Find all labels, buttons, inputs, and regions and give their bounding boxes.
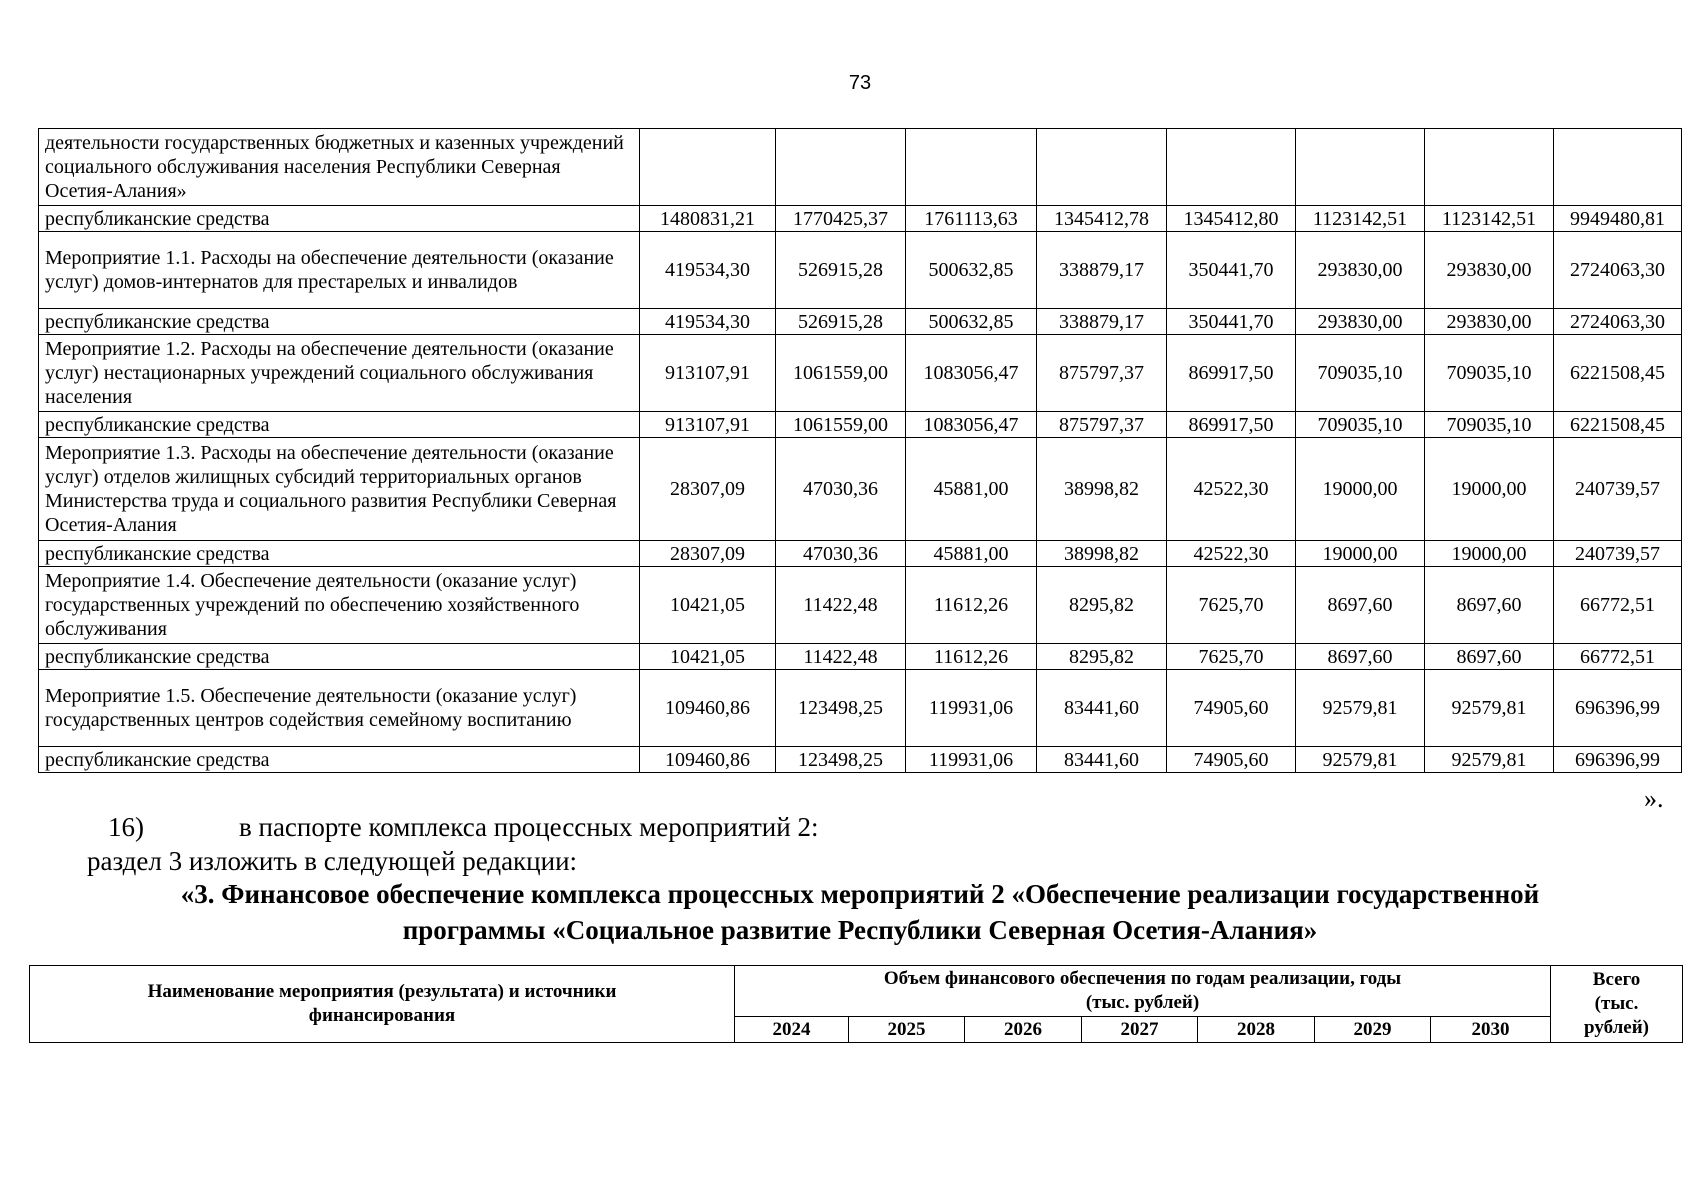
- value-cell: 526915,28: [776, 232, 906, 309]
- paragraph-number: 16): [108, 812, 144, 842]
- value-cell: 1083056,47: [906, 335, 1037, 412]
- value-cell: 2724063,30: [1554, 309, 1682, 335]
- value-cell: 1480831,21: [640, 206, 776, 232]
- value-cell: 42522,30: [1167, 438, 1296, 541]
- value-cell: 92579,81: [1296, 670, 1425, 747]
- value-cell: 10421,05: [640, 567, 776, 644]
- value-cell: 7625,70: [1167, 644, 1296, 670]
- value-cell: 8295,82: [1037, 644, 1167, 670]
- row-label: республиканские средства: [39, 644, 640, 670]
- funding-header-table: [29, 965, 1683, 1043]
- table-row: [39, 309, 1682, 335]
- value-cell: 500632,85: [906, 232, 1037, 309]
- section-heading: [120, 876, 1600, 948]
- value-cell: 109460,86: [640, 747, 776, 773]
- value-cell: 83441,60: [1037, 670, 1167, 747]
- value-cell: [906, 129, 1037, 206]
- value-cell: 913107,91: [640, 335, 776, 412]
- value-cell: 500632,85: [906, 309, 1037, 335]
- value-cell: [640, 129, 776, 206]
- value-cell: 419534,30: [640, 309, 776, 335]
- value-cell: 38998,82: [1037, 438, 1167, 541]
- row-label: Мероприятие 1.3. Расходы на обеспечение деятельности (оказание услуг) отделов жилищных субсидий территориальных органов Министерства труда и социального развития Республики Северная Осетия-Алания: [39, 438, 640, 541]
- value-cell: 74905,60: [1167, 747, 1296, 773]
- paragraph-16: [108, 812, 818, 843]
- value-cell: 240739,57: [1554, 541, 1682, 567]
- value-cell: 1061559,00: [776, 412, 906, 438]
- table-row: [39, 438, 1682, 541]
- page-number: 73: [848, 72, 872, 94]
- value-cell: 8697,60: [1296, 567, 1425, 644]
- value-cell: 119931,06: [906, 747, 1037, 773]
- value-cell: 19000,00: [1296, 438, 1425, 541]
- value-cell: 1061559,00: [776, 335, 906, 412]
- value-cell: 293830,00: [1296, 309, 1425, 335]
- value-cell: 1123142,51: [1296, 206, 1425, 232]
- value-cell: [1037, 129, 1167, 206]
- value-cell: 7625,70: [1167, 567, 1296, 644]
- value-cell: 2724063,30: [1554, 232, 1682, 309]
- value-cell: 66772,51: [1554, 644, 1682, 670]
- value-cell: 123498,25: [776, 747, 906, 773]
- value-cell: 10421,05: [640, 644, 776, 670]
- value-cell: 109460,86: [640, 670, 776, 747]
- section-heading-line-1: «3. Финансовое обеспечение комплекса процессных мероприятий 2 «Обеспечение реализации государственной: [180, 879, 1540, 909]
- value-cell: 526915,28: [776, 309, 906, 335]
- table-row: [39, 644, 1682, 670]
- value-cell: 875797,37: [1037, 335, 1167, 412]
- value-cell: 45881,00: [906, 438, 1037, 541]
- year-header: 2030: [1431, 1017, 1551, 1043]
- value-cell: 47030,36: [776, 438, 906, 541]
- paragraph-text: в паспорте комплекса процессных мероприятий 2:: [239, 812, 819, 842]
- value-cell: 419534,30: [640, 232, 776, 309]
- value-cell: 1345412,80: [1167, 206, 1296, 232]
- value-cell: 6221508,45: [1554, 412, 1682, 438]
- value-cell: 66772,51: [1554, 567, 1682, 644]
- value-cell: 1770425,37: [776, 206, 906, 232]
- section-heading-line-2: программы «Социальное развитие Республики Северная Осетия-Алания»: [402, 915, 1318, 945]
- value-cell: 709035,10: [1425, 335, 1554, 412]
- value-cell: 123498,25: [776, 670, 906, 747]
- value-cell: 8697,60: [1425, 567, 1554, 644]
- row-label: Мероприятие 1.1. Расходы на обеспечение деятельности (оказание услуг) домов-интернатов для престарелых и инвалидов: [39, 232, 640, 309]
- volume-header-line-2: (тыс. рублей): [1085, 992, 1200, 1013]
- table-row: [39, 412, 1682, 438]
- year-header: 2025: [849, 1017, 965, 1043]
- value-cell: 9949480,81: [1554, 206, 1682, 232]
- row-label: Мероприятие 1.2. Расходы на обеспечение деятельности (оказание услуг) нестационарных учреждений социального обслуживания населения: [39, 335, 640, 412]
- value-cell: 8697,60: [1425, 644, 1554, 670]
- value-cell: 338879,17: [1037, 232, 1167, 309]
- row-label: республиканские средства: [39, 412, 640, 438]
- value-cell: 42522,30: [1167, 541, 1296, 567]
- value-cell: 11422,48: [776, 644, 906, 670]
- row-label: Мероприятие 1.5. Обеспечение деятельности (оказание услуг) государственных центров содействия семейному воспитанию: [39, 670, 640, 747]
- row-label: республиканские средства: [39, 747, 640, 773]
- value-cell: 1761113,63: [906, 206, 1037, 232]
- row-label: деятельности государственных бюджетных и казенных учреждений социального обслуживания населения Республики Северная Осетия-Алания»: [39, 129, 640, 206]
- value-cell: 28307,09: [640, 541, 776, 567]
- year-header: 2029: [1315, 1017, 1431, 1043]
- volume-header: [735, 966, 1551, 1017]
- table-row: [39, 567, 1682, 644]
- value-cell: 6221508,45: [1554, 335, 1682, 412]
- value-cell: 8295,82: [1037, 567, 1167, 644]
- value-cell: 350441,70: [1167, 309, 1296, 335]
- year-header: 2026: [965, 1017, 1082, 1043]
- value-cell: 92579,81: [1425, 747, 1554, 773]
- value-cell: 47030,36: [776, 541, 906, 567]
- table-row: [39, 129, 1682, 206]
- year-header: 2024: [735, 1017, 849, 1043]
- value-cell: [1554, 129, 1682, 206]
- value-cell: 28307,09: [640, 438, 776, 541]
- volume-header-line-1: Объем финансового обеспечения по годам реализации, годы: [883, 968, 1402, 989]
- year-header: 2028: [1198, 1017, 1315, 1043]
- value-cell: 19000,00: [1296, 541, 1425, 567]
- value-cell: 696396,99: [1554, 670, 1682, 747]
- value-cell: 338879,17: [1037, 309, 1167, 335]
- closing-quote: ».: [1644, 784, 1664, 813]
- paragraph-section-3: раздел 3 изложить в следующей редакции:: [87, 846, 578, 876]
- table-row: [39, 335, 1682, 412]
- value-cell: 869917,50: [1167, 412, 1296, 438]
- value-cell: 1123142,51: [1425, 206, 1554, 232]
- value-cell: 119931,06: [906, 670, 1037, 747]
- value-cell: [1167, 129, 1296, 206]
- value-cell: 875797,37: [1037, 412, 1167, 438]
- row-label: республиканские средства: [39, 309, 640, 335]
- value-cell: 1345412,78: [1037, 206, 1167, 232]
- value-cell: 240739,57: [1554, 438, 1682, 541]
- value-cell: 19000,00: [1425, 541, 1554, 567]
- value-cell: [1296, 129, 1425, 206]
- value-cell: 11422,48: [776, 567, 906, 644]
- value-cell: 293830,00: [1425, 232, 1554, 309]
- table-row: [39, 747, 1682, 773]
- table-row: [39, 541, 1682, 567]
- value-cell: 869917,50: [1167, 335, 1296, 412]
- value-cell: 709035,10: [1296, 412, 1425, 438]
- value-cell: [776, 129, 906, 206]
- value-cell: 11612,26: [906, 644, 1037, 670]
- value-cell: 709035,10: [1296, 335, 1425, 412]
- value-cell: 45881,00: [906, 541, 1037, 567]
- total-header: Всего (тыс. рублей): [1551, 966, 1683, 1043]
- table-row: [39, 206, 1682, 232]
- row-label: Мероприятие 1.4. Обеспечение деятельности (оказание услуг) государственных учреждений по обеспечению хозяйственного обслуживания: [39, 567, 640, 644]
- value-cell: 11612,26: [906, 567, 1037, 644]
- value-cell: 709035,10: [1425, 412, 1554, 438]
- table-row: [39, 232, 1682, 309]
- value-cell: 74905,60: [1167, 670, 1296, 747]
- value-cell: 19000,00: [1425, 438, 1554, 541]
- name-source-header: Наименование мероприятия (результата) и источники финансирования: [30, 966, 735, 1043]
- value-cell: 8697,60: [1296, 644, 1425, 670]
- funding-table: [38, 128, 1682, 773]
- value-cell: 38998,82: [1037, 541, 1167, 567]
- value-cell: 696396,99: [1554, 747, 1682, 773]
- value-cell: [1425, 129, 1554, 206]
- value-cell: 293830,00: [1296, 232, 1425, 309]
- year-header: 2027: [1082, 1017, 1198, 1043]
- value-cell: 293830,00: [1425, 309, 1554, 335]
- value-cell: 350441,70: [1167, 232, 1296, 309]
- value-cell: 1083056,47: [906, 412, 1037, 438]
- value-cell: 913107,91: [640, 412, 776, 438]
- value-cell: 83441,60: [1037, 747, 1167, 773]
- table-row: [39, 670, 1682, 747]
- value-cell: 92579,81: [1296, 747, 1425, 773]
- row-label: республиканские средства: [39, 206, 640, 232]
- value-cell: 92579,81: [1425, 670, 1554, 747]
- row-label: республиканские средства: [39, 541, 640, 567]
